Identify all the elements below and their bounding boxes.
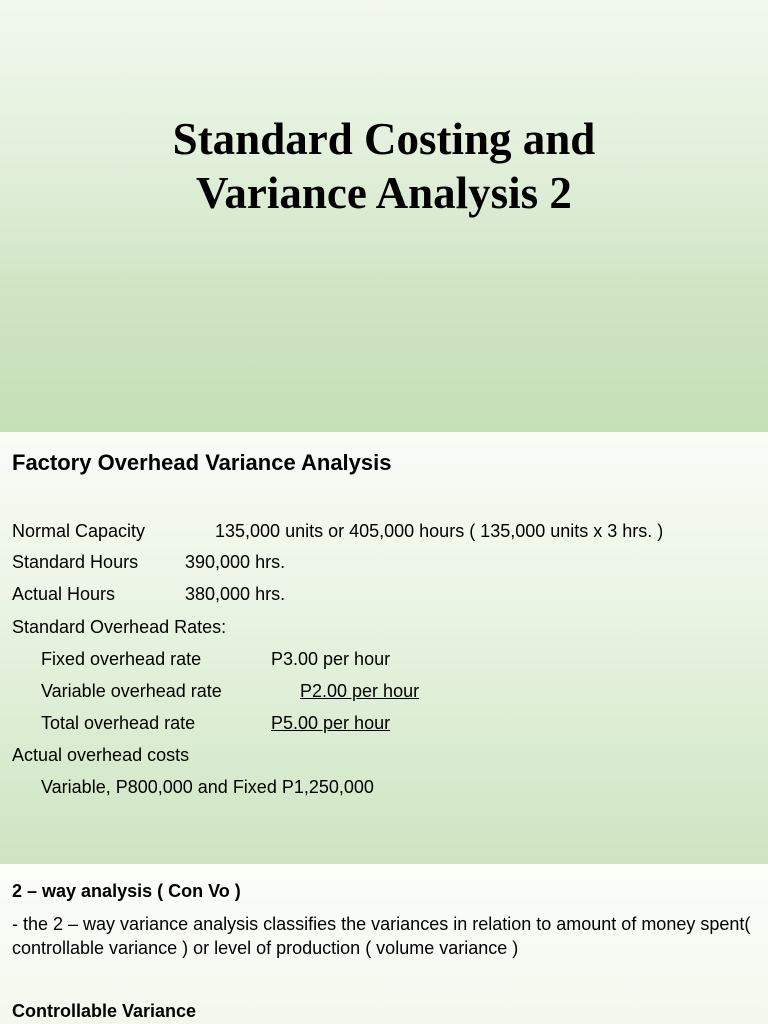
standard-hours-value: 390,000 hrs. [185,552,286,572]
overhead-heading: Factory Overhead Variance Analysis [12,450,392,475]
variable-rate-label: Variable overhead rate [41,681,222,701]
total-rate-label: Total overhead rate [41,713,196,733]
title-slide [0,0,768,432]
title-line-2: Variance Analysis 2 [196,168,572,218]
actual-overhead-costs-label: Actual overhead costs [12,745,190,765]
fixed-rate-value: P3.00 per hour [271,649,391,669]
actual-costs-detail: Variable, P800,000 and Fixed P1,250,000 [41,777,374,797]
fixed-rate-label: Fixed overhead rate [41,649,202,669]
actual-hours-label: Actual Hours [12,584,116,604]
title-line-1: Standard Costing and [172,114,596,164]
standard-overhead-rates-label: Standard Overhead Rates: [12,617,227,637]
standard-hours-label: Standard Hours [12,552,139,572]
two-way-heading: 2 – way analysis ( Con Vo ) [12,881,241,901]
normal-capacity-value: 135,000 units or 405,000 hours ( 135,000 units x 3 hrs. ) [215,521,664,541]
overhead-slide [0,432,768,864]
variable-rate-value: P2.00 per hour [300,681,420,701]
total-rate-value: P5.00 per hour [271,713,391,733]
normal-capacity-label: Normal Capacity [12,521,146,541]
controllable-variance-heading: Controllable Variance [12,1001,197,1021]
slide-title [0,112,768,220]
actual-hours-value: 380,000 hrs. [185,584,286,604]
two-way-description: - the 2 – way variance analysis classifies the variances in relation to amount of money spent( controllable variance ) or level of production ( volume variance ) [12,914,751,958]
two-way-analysis-slide [0,866,768,1024]
